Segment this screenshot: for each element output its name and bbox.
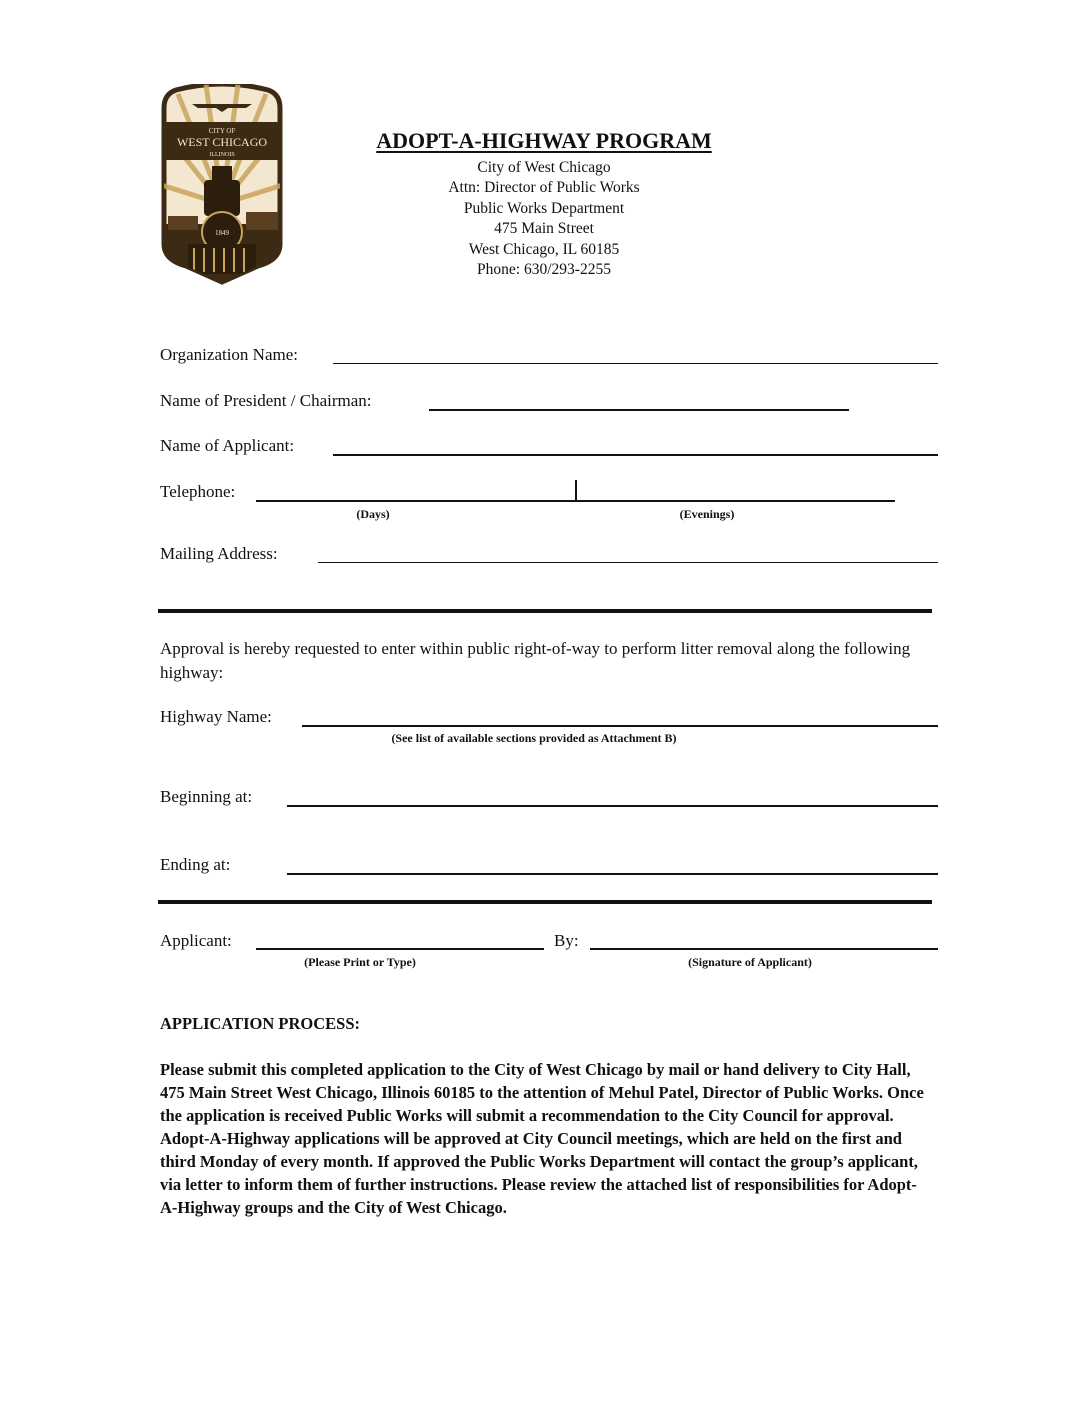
highway-name-label: Highway Name: <box>160 707 272 726</box>
telephone-days-note: (Days) <box>356 507 390 521</box>
applicant-label: Applicant: <box>160 931 232 950</box>
address-line-attn: Attn: Director of Public Works <box>448 179 640 196</box>
telephone-days-field[interactable] <box>256 500 575 502</box>
svg-text:CITY OF: CITY OF <box>208 127 236 135</box>
telephone-divider <box>575 480 577 502</box>
address-line-city: City of West Chicago <box>477 159 611 176</box>
address-line-street: 475 Main Street <box>494 220 594 237</box>
svg-text:1849: 1849 <box>215 229 229 237</box>
beginning-at-label: Beginning at: <box>160 787 253 806</box>
page-title: ADOPT-A-HIGHWAY PROGRAM <box>376 128 712 153</box>
president-name-field[interactable] <box>429 409 849 411</box>
section-divider-bottom <box>158 900 932 904</box>
president-name-label: Name of President / Chairman: <box>160 391 372 410</box>
highway-name-field[interactable] <box>302 725 938 727</box>
application-process-heading: APPLICATION PROCESS: <box>160 1014 361 1033</box>
city-seal-logo <box>158 84 286 286</box>
applicant-print-note: (Please Print or Type) <box>304 955 416 969</box>
ending-at-label: Ending at: <box>160 855 231 874</box>
application-process-text: Please submit this completed application to the City of West Chicago by mail or hand delivery to City Hall, 475 Main Street West Chicago, Illinois 60185 to the attention of Mehul Patel, Director of Public Works. Once the application is received Public Works will submit a recommendation to the City Council for approval. Adopt-A-Highway applications will be approved at City Council meetings, which are held on the first and third Monday of every month. If approved the Public Works Department will contact the group’s applicant, via letter to inform them of further instructions. Please review the attached list of responsibilities for Adopt-A-Highway groups and the City of West Chicago. <box>160 1060 924 1217</box>
applicant-name-field[interactable] <box>333 454 938 456</box>
telephone-label: Telephone: <box>160 482 236 501</box>
mailing-address-field[interactable] <box>318 562 938 563</box>
beginning-at-field[interactable] <box>287 805 938 807</box>
address-line-phone: Phone: 630/293-2255 <box>477 261 611 278</box>
highway-name-note: (See list of available sections provided as Attachment B) <box>391 731 677 745</box>
svg-text:WEST CHICAGO: WEST CHICAGO <box>176 135 268 149</box>
section-divider-top <box>158 609 932 613</box>
applicant-name-label: Name of Applicant: <box>160 436 295 455</box>
telephone-evenings-field[interactable] <box>577 500 895 502</box>
organization-name-field[interactable] <box>333 363 938 364</box>
signature-note: (Signature of Applicant) <box>688 955 812 969</box>
signature-field[interactable] <box>590 948 938 950</box>
ending-at-field[interactable] <box>287 873 938 875</box>
address-line-city-state-zip: West Chicago, IL 60185 <box>468 241 620 258</box>
organization-name-label: Organization Name: <box>160 345 299 364</box>
mailing-address-label: Mailing Address: <box>160 544 278 563</box>
svg-text:ILLINOIS: ILLINOIS <box>209 152 235 158</box>
address-line-department: Public Works Department <box>463 200 625 217</box>
approval-text: Approval is hereby requested to enter within public right-of-way to perform litter removal along the following highway: <box>160 639 911 682</box>
applicant-print-field[interactable] <box>256 948 544 950</box>
by-label: By: <box>554 931 579 950</box>
telephone-evenings-note: (Evenings) <box>679 507 735 521</box>
